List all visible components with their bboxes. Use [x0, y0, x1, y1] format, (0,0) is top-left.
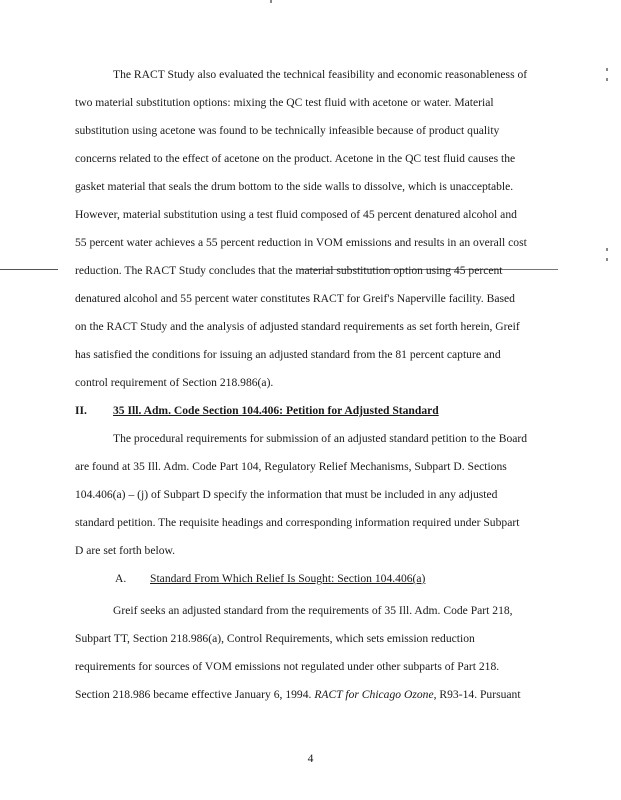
scan-artifact-mark: [606, 248, 608, 251]
paragraph-3-text: Section 218.986 became effective January 6, 1994.: [75, 688, 312, 701]
scan-artifact-mark: [606, 78, 608, 81]
paragraph-3-line: requirements for sources of VOM emissions not regulated under other subparts of Part 218.: [75, 660, 500, 673]
scan-artifact-mark: [606, 258, 608, 261]
case-citation: RACT for Chicago Ozone: [314, 688, 434, 701]
paragraph-2-line: standard petition. The requisite headings and corresponding information required under Subpart: [75, 516, 520, 529]
paragraph-1-line: However, material substitution using a test fluid composed of 45 percent denatured alcohol and: [75, 208, 517, 221]
section-title: 35 Ill. Adm. Code Section 104.406: Petition for Adjusted Standard: [113, 404, 439, 417]
paragraph-2-line: The procedural requirements for submission of an adjusted standard petition to the Board: [113, 432, 528, 445]
subsection-letter: A.: [115, 572, 127, 585]
paragraph-1-line: denatured alcohol and 55 percent water constitutes RACT for Greif's Naperville facility. Based: [75, 292, 515, 305]
paragraph-3-line: [75, 688, 521, 702]
scan-artifact-mark: [270, 0, 272, 3]
paragraph-3-line: Subpart TT, Section 218.986(a), Control Requirements, which sets emission reduction: [75, 632, 475, 645]
paragraph-1-line: substitution using acetone was found to be technically infeasible because of product quality: [75, 124, 500, 137]
paragraph-1-line: on the RACT Study and the analysis of adjusted standard requirements as set forth herein, Greif: [75, 320, 520, 333]
paragraph-3-line: Greif seeks an adjusted standard from the requirements of 35 Ill. Adm. Code Part 218,: [113, 604, 513, 617]
scan-artifact-rule-left: [0, 269, 58, 270]
paragraph-2-line: 104.406(a) – (j) of Subpart D specify the information that must be included in any adjusted: [75, 488, 498, 501]
paragraph-2-line: D are set forth below.: [75, 544, 176, 557]
paragraph-1-line: 55 percent water achieves a 55 percent reduction in VOM emissions and results in an overall cost: [75, 236, 527, 249]
page-number: 4: [307, 752, 314, 765]
paragraph-1-line: two material substitution options: mixing the QC test fluid with acetone or water. Material: [75, 96, 494, 109]
scan-artifact-mark: [606, 68, 608, 71]
case-citation-rest: , R93-14. Pursuant: [433, 688, 521, 701]
paragraph-1-line: reduction. The RACT Study concludes that the material substitution option using 45 percent: [75, 264, 503, 277]
paragraph-1-line: gasket material that seals the drum bottom to the side walls to dissolve, which is unacceptable.: [75, 180, 514, 193]
subsection-title: Standard From Which Relief Is Sought: Section 104.406(a): [150, 572, 426, 585]
section-number: II.: [75, 404, 87, 417]
paragraph-1-line: The RACT Study also evaluated the technical feasibility and economic reasonableness of: [113, 68, 528, 81]
paragraph-2-line: are found at 35 Ill. Adm. Code Part 104, Regulatory Relief Mechanisms, Subpart D. Sections: [75, 460, 507, 473]
paragraph-1-line: concerns related to the effect of acetone on the product. Acetone in the QC test fluid causes the: [75, 152, 516, 165]
paragraph-1-line: has satisfied the conditions for issuing an adjusted standard from the 81 percent capture and: [75, 348, 501, 361]
paragraph-1-line: control requirement of Section 218.986(a).: [75, 376, 274, 389]
